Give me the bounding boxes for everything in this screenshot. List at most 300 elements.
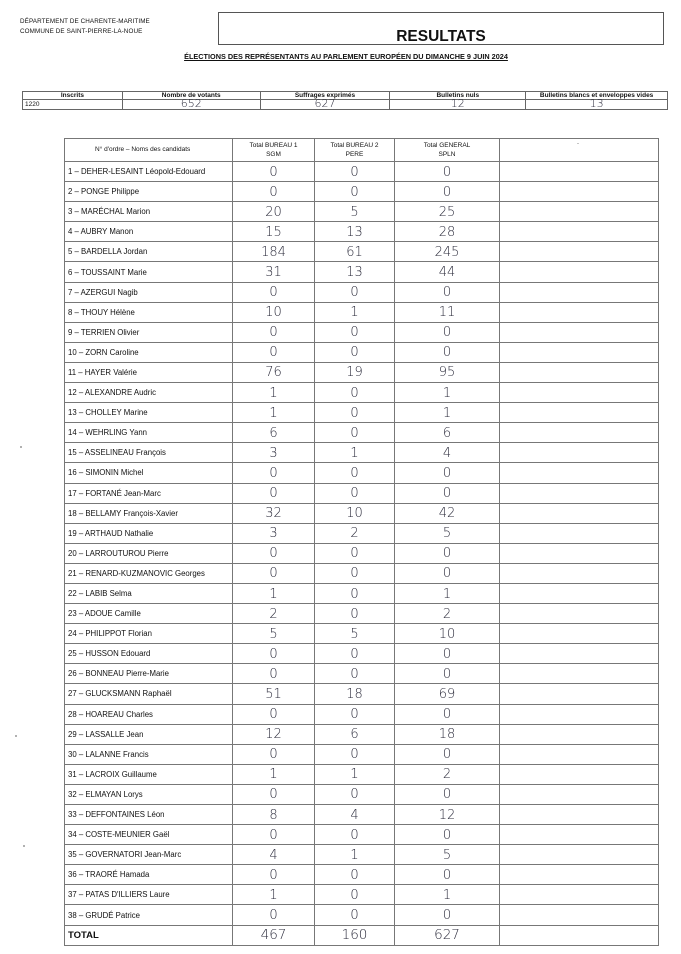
bureau1-value: 0 <box>269 465 278 481</box>
bureau2-cell <box>315 644 395 664</box>
candidate-name: 10 – ZORN Caroline <box>65 342 233 362</box>
empty-cell <box>500 784 659 804</box>
bureau1-cell <box>233 362 315 382</box>
bureau2-value: 0 <box>350 646 359 662</box>
bureau1-value: 0 <box>269 345 278 361</box>
bureau1-cell <box>233 845 315 865</box>
bureau2-value: 0 <box>350 546 359 562</box>
general-cell <box>395 764 500 784</box>
bureau2-value: 0 <box>350 325 359 341</box>
bureau1-value: 0 <box>269 646 278 662</box>
bureau1-cell <box>233 684 315 704</box>
total-row <box>65 925 659 945</box>
bureau1-cell <box>233 624 315 644</box>
bureau2-cell <box>315 885 395 905</box>
candidate-name: 25 – HUSSON Edouard <box>65 644 233 664</box>
stats-value-row <box>23 100 668 110</box>
bureau1-cell <box>233 583 315 603</box>
stats-table <box>22 91 668 110</box>
candidate-name: 34 – COSTE-MEUNIER Gaël <box>65 825 233 845</box>
bureau1-cell <box>233 784 315 804</box>
bureau1-cell <box>233 664 315 684</box>
candidate-name: 12 – ALEXANDRE Audric <box>65 383 233 403</box>
bureau2-cell <box>315 463 395 483</box>
general-value: 1 <box>442 405 452 421</box>
candidate-row <box>65 222 659 242</box>
candidate-row <box>65 604 659 624</box>
general-cell <box>395 202 500 222</box>
bureau2-value: 0 <box>350 747 359 763</box>
bureau1-value: 0 <box>269 747 278 763</box>
candidate-row <box>65 202 659 222</box>
stray-mark: - <box>577 141 579 147</box>
general-value: 2 <box>442 606 452 622</box>
general-value: 0 <box>442 285 452 301</box>
bureau2-value: 0 <box>350 566 359 582</box>
candidate-name: 6 – TOUSSAINT Marie <box>65 262 233 282</box>
general-value: 1 <box>442 586 452 602</box>
bureau2-header-line1: Total BUREAU 2 <box>330 142 379 149</box>
empty-cell <box>500 342 659 362</box>
bureau1-cell <box>233 182 315 202</box>
bureau1-value: 0 <box>269 285 278 301</box>
candidate-name: 11 – HAYER Valérie <box>65 362 233 382</box>
bureau2-cell <box>315 202 395 222</box>
candidate-row <box>65 463 659 483</box>
candidate-name: 24 – PHILIPPOT Florian <box>65 624 233 644</box>
general-value: 1 <box>442 887 452 903</box>
general-cell <box>395 443 500 463</box>
general-value: 11 <box>438 305 456 321</box>
bureau1-value: 51 <box>265 686 282 702</box>
stats-label: Bulletins blancs et enveloppes vides <box>526 92 668 100</box>
candidate-name: 37 – PATAS D'ILLIERS Laure <box>65 885 233 905</box>
general-value: 69 <box>438 686 456 702</box>
empty-cell <box>500 443 659 463</box>
general-value: 95 <box>438 365 456 381</box>
general-value: 2 <box>442 767 452 783</box>
bureau1-cell <box>233 644 315 664</box>
bureau2-value: 61 <box>346 244 363 260</box>
bureau2-cell <box>315 563 395 583</box>
general-value: 0 <box>442 908 452 924</box>
bureau1-cell <box>233 744 315 764</box>
results-table <box>64 138 659 946</box>
candidate-name: 21 – RENARD-KUZMANOVIC Georges <box>65 563 233 583</box>
bureau2-cell <box>315 282 395 302</box>
general-value: 28 <box>438 224 456 240</box>
empty-cell <box>500 624 659 644</box>
general-cell <box>395 825 500 845</box>
candidate-row <box>65 845 659 865</box>
empty-cell <box>500 644 659 664</box>
bureau2-value: 0 <box>350 486 359 502</box>
general-cell <box>395 503 500 523</box>
total-general <box>395 925 500 945</box>
empty-cell <box>500 182 659 202</box>
candidate-row <box>65 322 659 342</box>
general-value: 0 <box>442 747 452 763</box>
candidate-row <box>65 242 659 262</box>
candidate-name: 2 – PONGE Philippe <box>65 182 233 202</box>
candidate-row <box>65 624 659 644</box>
null-ballots-value-text: 12 <box>450 97 465 110</box>
general-cell <box>395 182 500 202</box>
bureau2-cell <box>315 724 395 744</box>
null-ballots-value <box>390 97 526 110</box>
candidate-name: 26 – BONNEAU Pierre-Marie <box>65 664 233 684</box>
empty-cell <box>500 162 659 182</box>
candidate-name: 30 – LALANNE Francis <box>65 744 233 764</box>
bureau2-value: 18 <box>346 686 363 702</box>
bureau1-value: 20 <box>265 204 282 220</box>
bureau1-value: 1 <box>269 767 278 783</box>
candidate-row <box>65 262 659 282</box>
bureau2-cell <box>315 664 395 684</box>
bureau2-cell <box>315 443 395 463</box>
bureau1-cell <box>233 764 315 784</box>
empty-cell <box>500 805 659 825</box>
bureau1-cell <box>233 423 315 443</box>
candidate-row <box>65 282 659 302</box>
bureau2-value: 0 <box>350 345 359 361</box>
empty-cell <box>500 764 659 784</box>
bureau1-value: 32 <box>265 506 282 522</box>
bureau2-cell <box>315 825 395 845</box>
bureau1-cell <box>233 383 315 403</box>
results-header-row <box>65 139 659 162</box>
empty-cell <box>500 362 659 382</box>
empty-cell <box>500 503 659 523</box>
bureau2-value: 0 <box>350 787 359 803</box>
empty-cell <box>500 262 659 282</box>
candidate-name: 13 – CHOLLEY Marine <box>65 403 233 423</box>
voters-value-text: 652 <box>180 97 202 110</box>
general-header-line2: SPLN <box>438 151 456 158</box>
bureau2-cell <box>315 423 395 443</box>
total-bureau1-text: 467 <box>260 927 287 944</box>
bureau2-cell <box>315 704 395 724</box>
general-cell <box>395 322 500 342</box>
expressed-value-text: 627 <box>314 97 336 110</box>
candidate-name: 7 – AZERGUI Nagib <box>65 282 233 302</box>
general-value: 6 <box>442 425 452 441</box>
candidate-row <box>65 162 659 182</box>
stats-label: Bulletins nuls <box>390 92 526 100</box>
bureau2-header-line2: PERE <box>345 151 364 158</box>
bureau2-cell <box>315 624 395 644</box>
bureau2-value: 0 <box>350 385 359 401</box>
candidate-name: 27 – GLUCKSMANN Raphaël <box>65 684 233 704</box>
bureau1-value: 0 <box>269 486 278 502</box>
bureau1-value: 1 <box>269 887 278 903</box>
bureau1-value: 0 <box>269 787 278 803</box>
bureau1-value: 0 <box>269 325 278 341</box>
total-bureau2-text: 160 <box>341 927 368 944</box>
general-cell <box>395 543 500 563</box>
bureau2-value: 0 <box>350 586 359 602</box>
general-cell <box>395 383 500 403</box>
general-cell <box>395 403 500 423</box>
general-cell <box>395 463 500 483</box>
general-value: 1 <box>442 385 452 401</box>
bureau2-cell <box>315 483 395 503</box>
bureau1-cell <box>233 443 315 463</box>
bureau2-value: 1 <box>350 847 359 863</box>
empty-cell <box>500 865 659 885</box>
empty-cell <box>500 885 659 905</box>
bureau1-value: 6 <box>269 425 278 441</box>
candidate-row <box>65 664 659 684</box>
general-cell <box>395 583 500 603</box>
candidate-row <box>65 905 659 925</box>
bureau2-cell <box>315 302 395 322</box>
bureau1-cell <box>233 282 315 302</box>
bureau1-header-line1: Total BUREAU 1 <box>249 142 298 149</box>
bureau2-value: 0 <box>350 606 359 622</box>
bureau2-cell <box>315 583 395 603</box>
bureau1-cell <box>233 885 315 905</box>
general-cell <box>395 302 500 322</box>
bureau2-cell <box>315 845 395 865</box>
bureau2-value: 1 <box>350 305 359 321</box>
candidate-row <box>65 383 659 403</box>
empty-cell <box>500 684 659 704</box>
candidate-name: 33 – DEFFONTAINES Léon <box>65 805 233 825</box>
general-cell <box>395 282 500 302</box>
empty-cell <box>500 825 659 845</box>
candidate-name: 5 – BARDELLA Jordan <box>65 242 233 262</box>
general-value: 0 <box>442 566 452 582</box>
page-title-text: RESULTATS <box>396 28 486 45</box>
bureau1-value: 10 <box>265 305 282 321</box>
empty-cell <box>500 483 659 503</box>
empty-cell <box>500 403 659 423</box>
bureau1-value: 0 <box>269 184 278 200</box>
total-bureau1 <box>233 925 315 945</box>
bureau2-cell <box>315 744 395 764</box>
stats-label: Nombre de votants <box>122 92 260 100</box>
scan-dot <box>23 845 25 847</box>
bureau1-value: 0 <box>269 707 278 723</box>
bureau1-value: 3 <box>269 445 278 461</box>
bureau2-value: 1 <box>350 445 359 461</box>
candidate-name: 20 – LARROUTUROU Pierre <box>65 543 233 563</box>
candidate-row <box>65 825 659 845</box>
candidate-name: 19 – ARTHAUD Nathalie <box>65 523 233 543</box>
empty-cell <box>500 604 659 624</box>
empty-cell <box>500 905 659 925</box>
general-value: 44 <box>438 265 456 281</box>
bureau2-value: 0 <box>350 827 359 843</box>
bureau2-value: 0 <box>350 285 359 301</box>
bureau1-cell <box>233 604 315 624</box>
general-cell <box>395 664 500 684</box>
empty-cell <box>500 222 659 242</box>
candidate-name: 4 – AUBRY Manon <box>65 222 233 242</box>
bureau1-value: 8 <box>269 807 278 823</box>
bureau2-cell <box>315 543 395 563</box>
total-label: TOTAL <box>65 925 233 945</box>
page-title <box>218 12 664 45</box>
bureau2-cell <box>315 242 395 262</box>
general-value: 0 <box>442 164 452 180</box>
expressed-value <box>260 97 390 110</box>
bureau1-value: 0 <box>269 827 278 843</box>
bureau1-value: 15 <box>265 224 282 240</box>
bureau2-value: 0 <box>350 425 359 441</box>
empty-cell <box>500 744 659 764</box>
bureau2-cell <box>315 342 395 362</box>
bureau1-value: 0 <box>269 546 278 562</box>
bureau1-value: 1 <box>269 385 278 401</box>
candidate-name: 28 – HOAREAU Charles <box>65 704 233 724</box>
general-cell <box>395 704 500 724</box>
general-cell <box>395 483 500 503</box>
bureau2-value: 10 <box>346 506 363 522</box>
bureau1-cell <box>233 162 315 182</box>
bureau2-value: 13 <box>346 265 363 281</box>
candidate-name: 38 – GRUDÉ Patrice <box>65 905 233 925</box>
candidate-row <box>65 684 659 704</box>
candidate-row <box>65 784 659 804</box>
general-cell <box>395 784 500 804</box>
bureau2-cell <box>315 523 395 543</box>
candidate-name: 36 – TRAORÉ Hamada <box>65 865 233 885</box>
bureau1-column-header <box>233 139 315 162</box>
candidate-row <box>65 724 659 744</box>
empty-cell <box>500 423 659 443</box>
bureau2-value: 1 <box>350 767 359 783</box>
candidate-row <box>65 704 659 724</box>
empty-cell <box>500 664 659 684</box>
blank-ballots-value-text: 13 <box>589 97 604 110</box>
bureau1-cell <box>233 503 315 523</box>
candidate-row <box>65 764 659 784</box>
general-value: 0 <box>442 666 452 682</box>
candidate-name: 3 – MARÉCHAL Marion <box>65 202 233 222</box>
general-value: 0 <box>442 707 452 723</box>
general-cell <box>395 724 500 744</box>
bureau1-value: 4 <box>269 847 278 863</box>
bureau1-value: 12 <box>265 727 282 743</box>
bureau2-cell <box>315 262 395 282</box>
bureau1-value: 3 <box>269 526 278 542</box>
general-cell <box>395 604 500 624</box>
empty-cell <box>500 523 659 543</box>
bureau2-value: 2 <box>350 526 359 542</box>
candidate-name: 29 – LASSALLE Jean <box>65 724 233 744</box>
bureau1-cell <box>233 563 315 583</box>
general-value: 0 <box>442 465 452 481</box>
bureau1-value: 1 <box>269 586 278 602</box>
general-cell <box>395 905 500 925</box>
bureau2-value: 5 <box>350 626 359 642</box>
candidate-name: 14 – WEHRLING Yann <box>65 423 233 443</box>
bureau1-value: 0 <box>269 666 278 682</box>
bureau1-value: 0 <box>269 867 278 883</box>
bureau1-cell <box>233 483 315 503</box>
general-value: 0 <box>442 325 452 341</box>
general-cell <box>395 744 500 764</box>
general-cell <box>395 362 500 382</box>
general-cell <box>395 563 500 583</box>
candidate-name: 23 – ADOUE Camille <box>65 604 233 624</box>
general-value: 0 <box>442 827 452 843</box>
bureau2-value: 5 <box>350 204 359 220</box>
bureau2-value: 6 <box>350 727 359 743</box>
empty-cell <box>500 322 659 342</box>
candidate-row <box>65 865 659 885</box>
scan-dot <box>15 735 17 737</box>
bureau1-cell <box>233 805 315 825</box>
bureau2-cell <box>315 403 395 423</box>
general-cell <box>395 845 500 865</box>
bureau2-cell <box>315 182 395 202</box>
bureau2-cell <box>315 684 395 704</box>
empty-cell <box>500 583 659 603</box>
bureau2-cell <box>315 905 395 925</box>
bureau1-value: 5 <box>269 626 278 642</box>
empty-cell <box>500 704 659 724</box>
candidate-name: 17 – FORTANÉ Jean-Marc <box>65 483 233 503</box>
empty-cell <box>500 463 659 483</box>
bureau2-cell <box>315 503 395 523</box>
total-empty-cell <box>500 925 659 945</box>
bureau1-value: 31 <box>265 265 282 281</box>
general-value: 12 <box>438 807 456 823</box>
bureau2-value: 13 <box>346 224 363 240</box>
bureau1-value: 76 <box>265 365 282 381</box>
general-value: 0 <box>442 787 452 803</box>
candidate-row <box>65 583 659 603</box>
empty-cell <box>500 724 659 744</box>
candidate-row <box>65 483 659 503</box>
candidate-row <box>65 543 659 563</box>
bureau2-value: 0 <box>350 465 359 481</box>
candidate-row <box>65 302 659 322</box>
bureau2-value: 0 <box>350 887 359 903</box>
bureau1-cell <box>233 825 315 845</box>
header-left <box>20 17 150 37</box>
bureau1-header-line2: SGM <box>266 151 281 158</box>
bureau1-value: 0 <box>269 908 278 924</box>
candidate-name: 1 – DEHER-LESAINT Léopold-Edouard <box>65 162 233 182</box>
bureau1-cell <box>233 302 315 322</box>
bureau2-cell <box>315 784 395 804</box>
candidate-row <box>65 423 659 443</box>
bureau1-cell <box>233 463 315 483</box>
bureau1-cell <box>233 342 315 362</box>
general-cell <box>395 885 500 905</box>
bureau1-value: 0 <box>269 164 278 180</box>
bureau2-cell <box>315 604 395 624</box>
bureau2-value: 4 <box>350 807 359 823</box>
general-value: 25 <box>438 204 456 220</box>
general-value: 0 <box>442 345 452 361</box>
bureau1-cell <box>233 242 315 262</box>
candidate-row <box>65 805 659 825</box>
stats-label: Inscrits <box>23 92 123 100</box>
general-cell <box>395 242 500 262</box>
candidate-row <box>65 362 659 382</box>
bureau2-cell <box>315 805 395 825</box>
candidate-name: 15 – ASSELINEAU François <box>65 443 233 463</box>
candidate-row <box>65 443 659 463</box>
general-value: 0 <box>442 486 452 502</box>
voters-value <box>122 97 260 110</box>
general-cell <box>395 684 500 704</box>
